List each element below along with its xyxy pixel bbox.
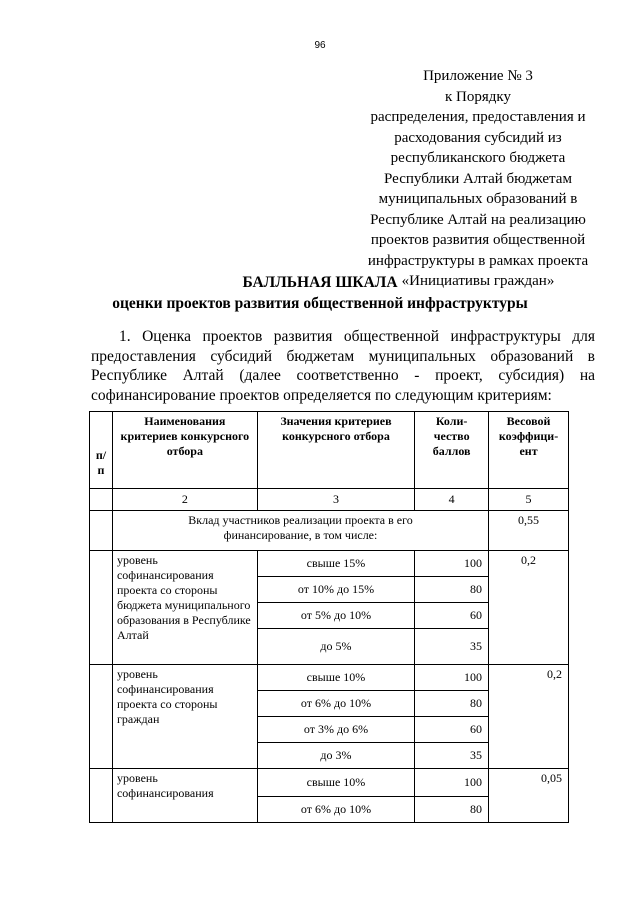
criterion-points: 35 — [415, 743, 489, 769]
criterion-name: уровень софинансирования проекта со стороны бюджета муниципального образования в Республике Алтай — [112, 551, 257, 665]
appendix-header — [358, 66, 598, 292]
paragraph-line: предоставления субсидий бюджетам муниципальных образований в — [91, 347, 595, 365]
column-number-blank — [90, 489, 113, 511]
table-row — [90, 551, 569, 577]
criterion-value: от 10% до 15% — [257, 577, 415, 603]
paragraph-line: 1. Оценка проектов развития общественной инфраструктуры для — [119, 328, 595, 345]
appendix-line: Республике Алтай на реализацию — [370, 211, 586, 228]
criterion-value: от 3% до 6% — [257, 717, 415, 743]
criterion-points: 80 — [415, 577, 489, 603]
appendix-line: Республики Алтай бюджетам — [384, 170, 572, 187]
appendix-line: республиканского бюджета — [390, 150, 566, 166]
criterion-value: от 6% до 10% — [257, 691, 415, 717]
column-number: 5 — [489, 489, 569, 511]
appendix-line: Приложение № 3 — [423, 68, 533, 84]
appendix-line: к Порядку — [445, 88, 511, 105]
criterion-points: 60 — [415, 717, 489, 743]
table-row — [90, 665, 569, 691]
header-points: Коли-чество баллов — [415, 412, 489, 489]
criterion-name: уровень софинансирования проекта со стороны граждан — [112, 665, 257, 769]
header-name: Наименования критериев конкурсного отбора — [112, 412, 257, 489]
section-row — [90, 511, 569, 551]
section-num-blank — [90, 511, 113, 551]
criterion-points: 60 — [415, 603, 489, 629]
row-num-blank — [90, 769, 113, 823]
section-weight: 0,55 — [489, 511, 569, 551]
column-number: 2 — [112, 489, 257, 511]
criterion-points: 80 — [415, 797, 489, 823]
row-num-blank — [90, 551, 113, 665]
criterion-weight: 0,2 — [489, 665, 569, 769]
criterion-value: свыше 15% — [257, 551, 415, 577]
row-num-blank — [90, 665, 113, 769]
table-row — [90, 769, 569, 797]
criterion-value: свыше 10% — [257, 769, 415, 797]
criterion-name: уровень софинансирования — [112, 769, 257, 823]
page-number: 96 — [314, 40, 326, 51]
document-title — [0, 272, 640, 314]
appendix-line: инфраструктуры в рамках проекта — [367, 252, 589, 269]
criterion-value: от 5% до 10% — [257, 603, 415, 629]
header-values: Значения критериев конкурсного отбора — [257, 412, 415, 489]
paragraph-line: софинансирование проектов определяется по следующим критериям: — [91, 386, 552, 404]
appendix-line: расходования субсидий из — [394, 129, 562, 146]
column-number-row — [90, 489, 569, 511]
criterion-points: 100 — [415, 665, 489, 691]
appendix-line: проектов развития общественной — [370, 232, 586, 248]
criterion-value: свыше 10% — [257, 665, 415, 691]
paragraph-line: Республике Алтай (далее соответственно - проект, субсидия) на — [91, 367, 595, 384]
criterion-weight: 0,05 — [489, 769, 569, 823]
intro-paragraph — [91, 327, 595, 405]
criterion-points: 80 — [415, 691, 489, 717]
column-number: 3 — [257, 489, 415, 511]
column-number: 4 — [415, 489, 489, 511]
title-line-2: оценки проектов развития общественной инфраструктуры — [112, 295, 528, 312]
criterion-points: 100 — [415, 769, 489, 797]
appendix-line: «Инициативы граждан» — [401, 273, 555, 289]
title-line-1: БАЛЛЬНАЯ ШКАЛА — [242, 274, 398, 291]
table-header-row — [90, 412, 569, 489]
header-weight: Весовой коэффици-ент — [489, 412, 569, 489]
criteria-table — [89, 411, 569, 823]
appendix-line: муниципальных образований в — [378, 191, 578, 207]
section-label: Вклад участников реализации проекта в его финансирование, в том числе: — [112, 511, 488, 551]
criterion-points: 35 — [415, 629, 489, 665]
header-num: п/ п — [90, 412, 113, 489]
criterion-value: от 6% до 10% — [257, 797, 415, 823]
criterion-value: до 3% — [257, 743, 415, 769]
criterion-points: 100 — [415, 551, 489, 577]
appendix-line: распределения, предоставления и — [370, 109, 586, 125]
criterion-weight: 0,2 — [489, 551, 569, 665]
criterion-value: до 5% — [257, 629, 415, 665]
